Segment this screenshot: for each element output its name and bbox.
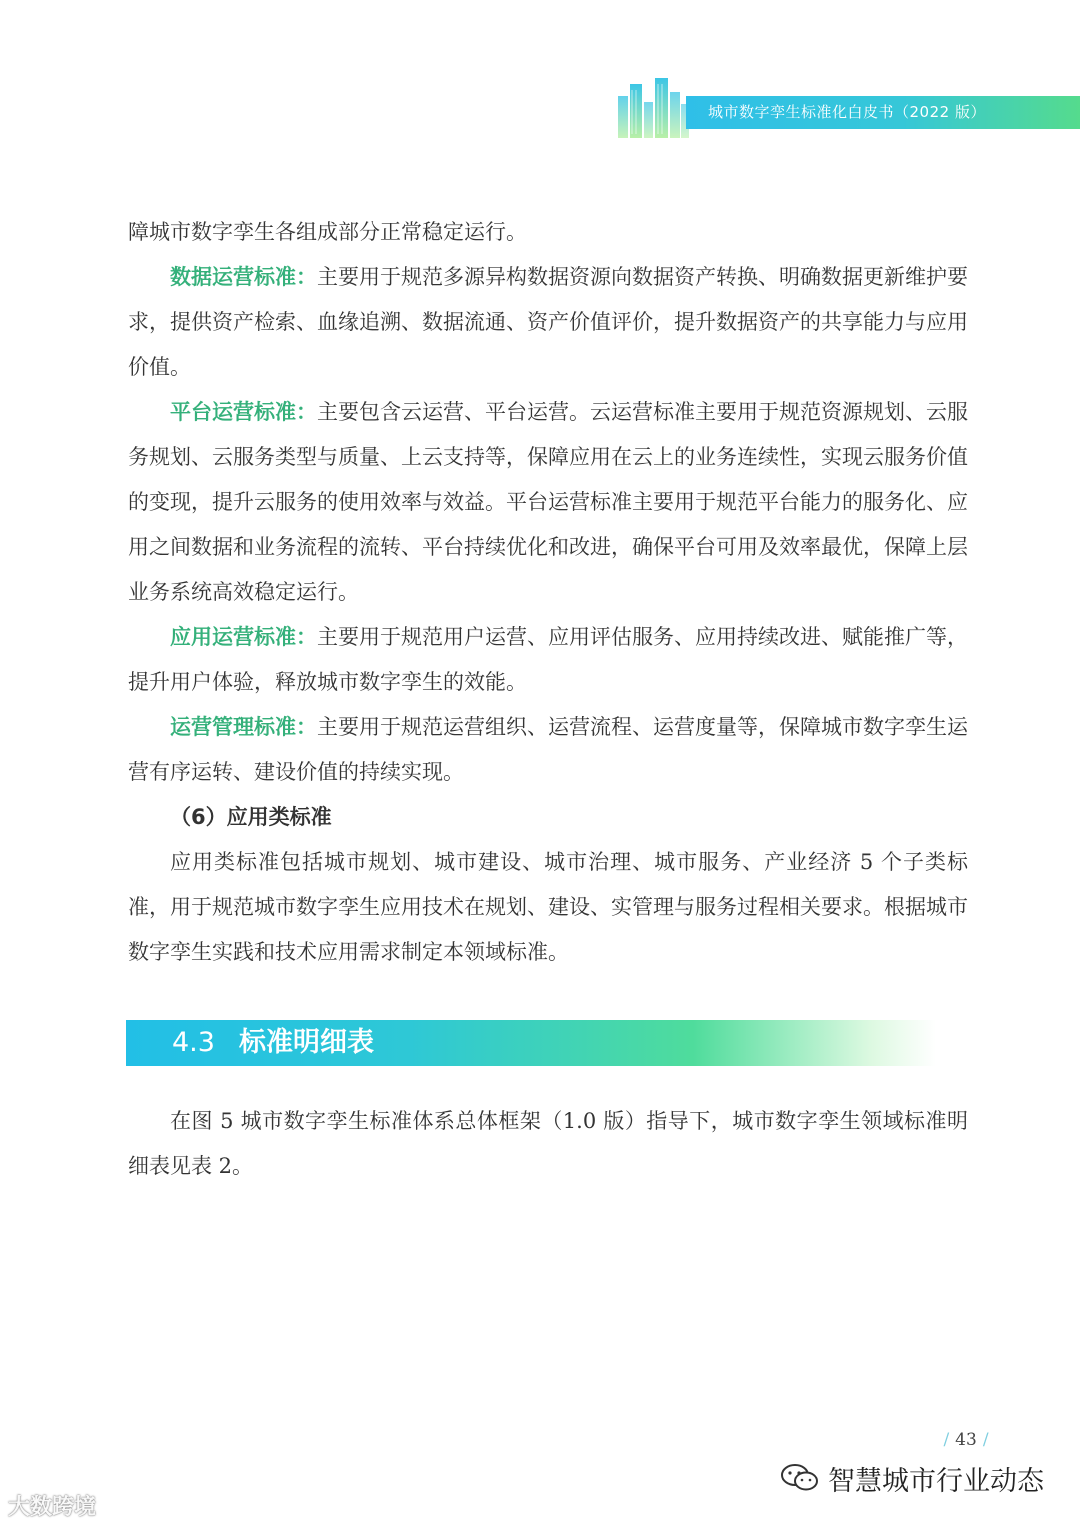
paragraph-operation-management [128, 705, 968, 795]
paragraph-platform-operation [128, 390, 968, 615]
term-data-operation: 数据运营标准： [170, 265, 317, 289]
paragraph-text: 主要用于规范用户运营、应用评估服务、应用持续改进、赋能推广等，提升用户体验，释放城市数字孪生的效能。 [128, 625, 968, 694]
account-name: 智慧城市行业动态 [828, 1465, 1044, 1497]
page-number: / 43 / [943, 1430, 989, 1450]
watermark-right [780, 1458, 1044, 1498]
wechat-icon [780, 1462, 820, 1494]
section-body-text [128, 1099, 968, 1189]
section-title: 标准明细表 [238, 1027, 374, 1058]
slash-decoration: / [982, 1430, 989, 1450]
paragraph-text: 主要用于规范运营组织、运营流程、运营度量等，保障城市数字孪生运营有序运转、建设价值的持续实现。 [128, 715, 968, 784]
document-title: 城市数字孪生标准化白皮书（2022 版） [708, 103, 986, 121]
section-heading [126, 1020, 936, 1066]
paragraph-text: 主要包含云运营、平台运营。云运营标准主要用于规范资源规划、云服务规划、云服务类型与质量、上云支持等，保障应用在云上的业务连续性，实现云服务价值的变现，提升云服务的使用效率与效益。平台运营标准主要用于规范平台能力的服务化、应用之间数据和业务流程的流转、平台持续优化和改进，确保平台可用及效率最优，保障上层业务系统高效稳定运行。 [128, 400, 968, 604]
paragraph-application-operation [128, 615, 968, 705]
document-title-banner [686, 96, 1080, 129]
watermark-left: 大数跨境 [8, 1495, 97, 1520]
term-platform-operation: 平台运营标准： [170, 400, 317, 424]
city-buildings-icon [616, 74, 690, 138]
paragraph-continuation: 障城市数字孪生各组成部分正常稳定运行。 [128, 220, 527, 244]
paragraph-data-operation [128, 255, 968, 390]
paragraph-table-reference: 在图 5 城市数字孪生标准体系总体框架（1.0 版）指导下，城市数字孪生领域标准明细表见表 2。 [128, 1109, 968, 1178]
paragraph-text: 主要用于规范多源异构数据资源向数据资产转换、明确数据更新维护要求，提供资产检索、血缘追溯、数据流通、资产价值评价，提升数据资产的共享能力与应用价值。 [128, 265, 968, 379]
paragraph-application-standards: 应用类标准包括城市规划、城市建设、城市治理、城市服务、产业经济 5 个子类标准，用于规范城市数字孪生应用技术在规划、建设、实管理与服务过程相关要求。根据城市数字孪生实践和技术应用需求制定本领域标准。 [128, 850, 968, 964]
subheading-application-standards: （6）应用类标准 [170, 805, 332, 829]
section-number: 4.3 [172, 1027, 215, 1058]
term-operation-management: 运营管理标准： [170, 715, 317, 739]
term-application-operation: 应用运营标准： [170, 625, 317, 649]
body-text [128, 210, 968, 975]
slash-decoration: / [943, 1430, 950, 1450]
